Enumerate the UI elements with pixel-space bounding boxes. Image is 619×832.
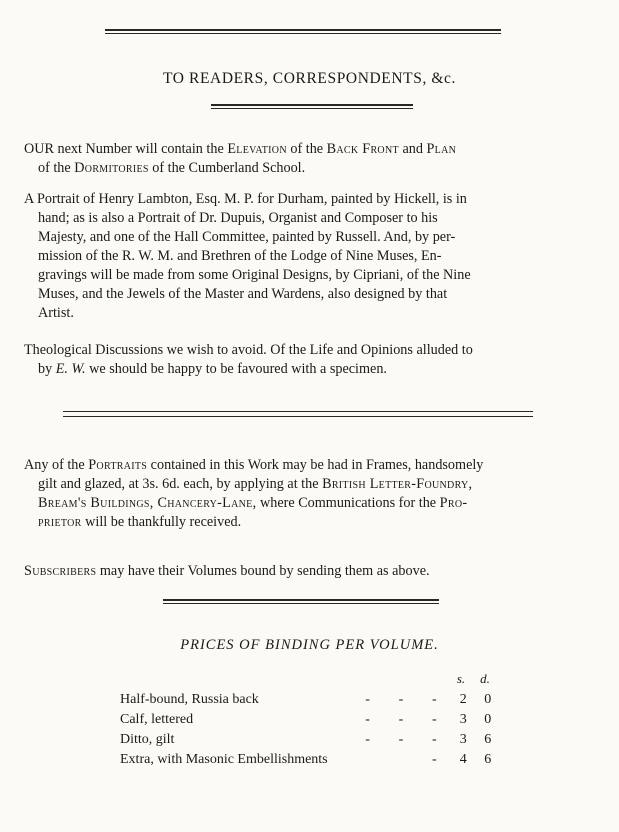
price-item: Calf, lettered: [120, 712, 194, 727]
price-shillings: 3: [459, 732, 467, 747]
text-line: Theological Discussions we wish to avoid. Of the Life and Opinions alluded to: [24, 342, 473, 358]
text-line: A Portrait of Henry Lambton, Esq. M. P. for Durham, painted by Hickell, is in: [24, 191, 467, 207]
text-line: hand; as is also a Portrait of Dr. Dupuis, Organist and Composer to his: [38, 210, 438, 226]
prices-title: PRICES OF BINDING PER VOLUME.: [180, 637, 439, 653]
price-pence: 6: [484, 732, 492, 747]
text: will be thankfully received.: [81, 514, 242, 530]
table-row: [120, 710, 500, 730]
paragraph-frames: [24, 456, 572, 532]
text: where Communications for the: [256, 495, 440, 511]
text-letter-foundry: British Letter-Foundry,: [322, 476, 473, 492]
text: and: [398, 141, 427, 157]
price-item: Ditto, gilt: [120, 732, 175, 747]
text-back-front: Back Front: [326, 141, 399, 157]
text-prietor: prietor: [38, 514, 82, 530]
text: by: [38, 361, 56, 377]
leader-dash: -: [398, 712, 404, 727]
price-item: Half-bound, Russia back: [120, 692, 259, 707]
price-table: [120, 690, 500, 770]
text-dormitories: Dormitories: [74, 160, 149, 176]
text-line: Muses, and the Jewels of the Master and Wardens, also designed by that: [38, 286, 448, 302]
top-rule: [105, 29, 501, 34]
prices-rule: [163, 599, 439, 604]
text: may have their Volumes bound by sending them as above.: [96, 563, 430, 579]
leader-dash: -: [398, 692, 404, 707]
price-units: [449, 671, 497, 687]
leader-dash: -: [365, 732, 370, 747]
text-pro: Pro-: [439, 495, 468, 511]
text-line: mission of the R. W. M. and Brethren of the Lodge of Nine Muses, En-: [38, 248, 442, 264]
price-pence: 0: [484, 712, 492, 727]
leader-dash: -: [398, 732, 404, 747]
price-shillings: 3: [459, 712, 467, 727]
unit-shillings: s.: [456, 671, 466, 686]
paragraph-subscribers: [24, 562, 572, 581]
text-subscribers: Subscribers: [24, 563, 97, 579]
text: of the: [286, 141, 327, 157]
heading-rule: [211, 104, 413, 109]
paragraph-theological: [24, 341, 572, 379]
leader-dash: -: [365, 692, 370, 707]
text: Any of the: [24, 457, 89, 473]
leader-dash: -: [432, 692, 437, 707]
text-plan: Plan: [426, 141, 457, 157]
leader-dash: [351, 750, 384, 770]
price-shillings: 4: [459, 752, 467, 767]
paragraph-portraits: [24, 190, 572, 323]
text-line: Artist.: [38, 305, 74, 321]
section-heading: TO READERS, CORRESPONDENTS, &c.: [162, 70, 457, 87]
text: we should be happy to be favoured with a specimen.: [85, 361, 387, 377]
text: OUR next Number will contain the: [24, 141, 228, 157]
table-row: [120, 730, 500, 750]
price-pence: 0: [484, 692, 492, 707]
paragraph-next-number: [24, 140, 572, 178]
leader-dash: -: [432, 712, 437, 727]
text: contained in this Work may be had in Frames, handsomely: [147, 457, 484, 473]
leader-dash: -: [432, 752, 437, 767]
price-item: Extra, with Masonic Embellishments: [120, 752, 328, 767]
text: of the: [38, 160, 75, 176]
leader-dash: -: [432, 732, 437, 747]
price-pence: 6: [484, 752, 492, 767]
table-row: [120, 690, 500, 710]
unit-pence: d.: [480, 671, 490, 686]
leader-dash: [384, 750, 417, 770]
text-line: gravings will be made from some Original Designs, by Cipriani, of the Nine: [38, 267, 471, 283]
middle-rule-lower: [63, 416, 533, 417]
text: of the Cumberland School.: [148, 160, 306, 176]
middle-rule: [63, 411, 533, 412]
leader-dash: -: [365, 712, 370, 727]
text-address: Bream's Buildings, Chancery-Lane,: [38, 495, 257, 511]
text-portraits: Portraits: [88, 457, 148, 473]
text-line: Majesty, and one of the Hall Committee, painted by Russell. And, by per-: [38, 229, 456, 245]
text-initials: E. W.: [55, 361, 86, 377]
text: gilt and glazed, at 3s. 6d. each, by applying at the: [38, 476, 323, 492]
price-shillings: 2: [459, 692, 467, 707]
table-row: [120, 750, 500, 770]
text-elevation: Elevation: [227, 141, 287, 157]
